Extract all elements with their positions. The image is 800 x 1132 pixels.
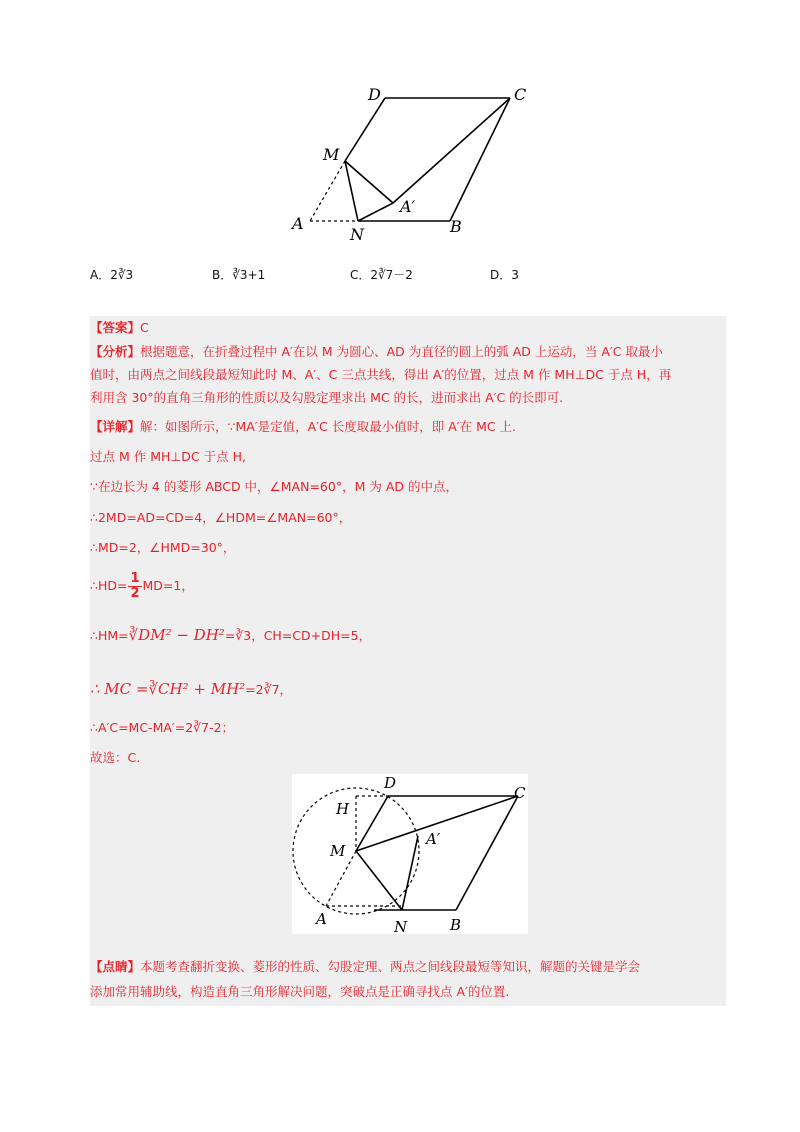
label-a-prime: A′	[400, 197, 416, 216]
label-m: M	[330, 842, 346, 860]
edge-na-prime	[402, 836, 418, 910]
detail-line-3: ∵在边长为 4 的菱形 ABCD 中，∠MAN=60°，M 为 AD 的中点，	[90, 479, 458, 494]
option-a: A．2∛3	[90, 268, 134, 282]
edge-cb	[450, 98, 510, 221]
edge-mn	[356, 851, 402, 910]
label-h: H	[336, 800, 350, 818]
label-d: D	[384, 774, 397, 792]
analysis-line-1: 【分析】根据题意，在折叠过程中 A′在以 M 为圆心、AD 为直径的圆上的弧 AD 上运动，当 A′C 取最小	[90, 344, 663, 359]
detail-line-9: ∴A′C=MC-MA′=2∛7-2；	[90, 720, 235, 735]
comment-line-2: 添加常用辅助线，构造直角三角形解决问题，突破点是正确寻找点 A′的位置.	[90, 984, 510, 999]
detail-line-1: 【详解】解：如图所示，∵MA′是定值，A′C 长度取最小值时，即 A′在 MC 上.	[90, 419, 517, 434]
edge-a-prime-c	[393, 98, 510, 203]
option-b: B．∛3+1	[212, 268, 266, 282]
option-d: D．3	[490, 268, 519, 282]
option-c: C．2∛7－2	[350, 268, 413, 282]
detail-line-6: ∴HD= $\frac{1}{2}$ MD=1，	[90, 571, 194, 601]
label-d: D	[368, 85, 381, 104]
label-b: B	[450, 916, 462, 934]
label-n: N	[394, 918, 408, 934]
label-b: B	[450, 217, 462, 236]
label-c: C	[514, 85, 527, 104]
label-n: N	[350, 225, 364, 240]
detail-line-4: ∴2MD=AD=CD=4，∠HDM=∠MAN=60°，	[90, 510, 352, 525]
edge-na-prime	[358, 203, 393, 221]
detail-line-8: ∴ MC =∛CH² + MH²=2∛7，	[90, 680, 293, 698]
label-a: A	[292, 214, 304, 233]
answer-line: 【答案】C	[90, 320, 149, 335]
fraction-one-half: $\frac{1}{2}$	[130, 571, 140, 601]
edge-dm	[345, 98, 385, 161]
comment-line-1: 【点睛】本题考查翻折变换、菱形的性质、勾股定理、两点之间线段最短等知识，解题的关键是学会	[90, 959, 641, 974]
analysis-line-3: 利用含 30°的直角三角形的性质以及勾股定理求出 MC 的长，进而求出 A′C 的长即可.	[90, 390, 564, 405]
figure-solution-circle	[292, 774, 528, 934]
label-m: M	[323, 145, 340, 164]
dashed-ma	[310, 161, 345, 221]
label-c: C	[514, 784, 526, 802]
analysis-line-2: 值时，由两点之间线段最短知此时 M、A′、C 三点共线，得出 A′的位置，过点 M 作 MH⊥DC 于点 H，再	[90, 367, 672, 382]
answer-options	[90, 266, 710, 286]
edge-dm	[356, 796, 388, 851]
detail-line-10: 故选：C.	[90, 750, 141, 765]
detail-line-7: ∴HM=∛DM² − DH²=∛3，CH=CD+DH=5，	[90, 626, 372, 644]
detail-line-2: 过点 M 作 MH⊥DC 于点 H,	[90, 449, 246, 464]
label-a: A	[316, 910, 327, 928]
detail-line-5: ∴MD=2，∠HMD=30°，	[90, 540, 236, 555]
figure-rhombus-fold	[290, 80, 540, 240]
label-a-prime: A′	[426, 830, 441, 848]
